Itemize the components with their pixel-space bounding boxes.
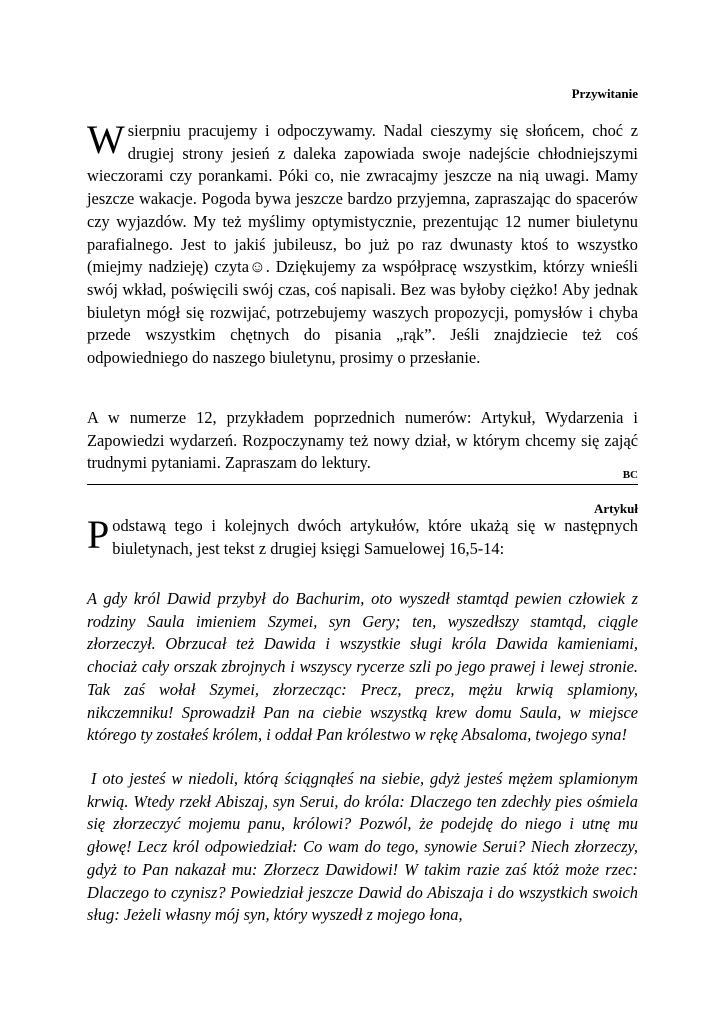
section-divider [87,484,638,485]
article-intro-text: odstawą tego i kolejnych dwóch artykułów, które ukażą się w następnych biuletynach, jest tekst z drugiej księgi Samuelowej 16,5-14: [112,516,638,558]
scripture-quote-2: I oto jesteś w niedoli, którą ściągnąłeś na siebie, gdyż jesteś mężem splamionym krwią. Wtedy rzekł Abiszaj, syn Serui, do króla: Dlaczego ten zdechły pies ośmiela się złorzeczyć mojemu panu, królowi? Pozwól, że podejdę do niego i utnę mu głowę! Lecz król odpowiedział: Co wam do tego, synowie Serui? Niech złorzeczy, gdyż to Pan nakazał mu: Złorzecz Dawidowi! W takim razie zaś któż może rzec: Dlaczego to czynisz? Powiedział jeszcze Dawid do Abiszaja i do wszystkich swoich sług: Jeżeli własny mój syn, który wyszedł z mojego łona, [87,769,638,925]
welcome-paragraph-2: A w numerze 12, przykładem poprzednich numerów: Artykuł, Wydarzenia i Zapowiedzi wydarzeń. Rozpoczynamy też nowy dział, w którym chcemy się zająć trudnymi pytaniami. Zapraszam do lektury. [87,408,638,473]
welcome-paragraph-1 [87,117,638,370]
welcome-heading: Przywitanie [571,86,638,101]
welcome-dropcap: W [87,117,125,162]
article-intro [87,512,638,560]
welcome-signature: BC [622,469,638,481]
article-dropcap: P [87,512,110,557]
welcome-paragraph-1-text: sierpniu pracujemy i odpoczywamy. Nadal cieszymy się słońcem, choć z drugiej strony jesień z daleka zapowiada swoje nadejście chłodniejszymi wieczorami czy porankami. Póki co, nie zwracajmy jeszcze na nią uwagi. Mamy jeszcze wakacje. Pogoda bywa jeszcze bardzo przyjemna, zapraszając do spacerów czy wyjazdów. My też myślimy optymistycznie, prezentując 12 numer biuletynu parafialnego. Jest to jakiś jubileusz, bo już po raz dwunasty ktoś to wszystko (miejmy nadzieję) czyta☺. Dziękujemy za współpracę wszystkim, którzy wnieśli swój wkład, poświęcili swój czas, coś napisali. Bez was byłoby ciężko! Aby jednak biuletyn mógł się rozwijać, potrzebujemy waszych propozycji, pomysłów i chyba przede wszystkim chętnych do pisania „rąk”. Jeśli znajdziecie też coś odpowiedniego do naszego biuletynu, prosimy o przesłanie. [87,121,638,368]
scripture-quote-1: A gdy król Dawid przybył do Bachurim, oto wyszedł stamtąd pewien człowiek z rodziny Saula imieniem Szymei, syn Gery; ten, wyszedłszy stamtąd, ciągle złorzeczył. Obrzucał też Dawida i wszystkie sługi króla Dawida kamieniami, chociaż cały orszak zbrojnych i wszyscy rycerze szli po jego prawej i lewej stronie. Tak zaś wołał Szymei, złorzecząc: Precz, precz, mężu krwią splamiony, nikczemniku! Sprowadził Pan na ciebie wszystką krew domu Saula, w miejsce którego ty zostałeś królem, i oddał Pan królestwo w rękę Absaloma, twojego syna! [87,589,638,745]
article-heading: Artykuł [593,501,638,516]
